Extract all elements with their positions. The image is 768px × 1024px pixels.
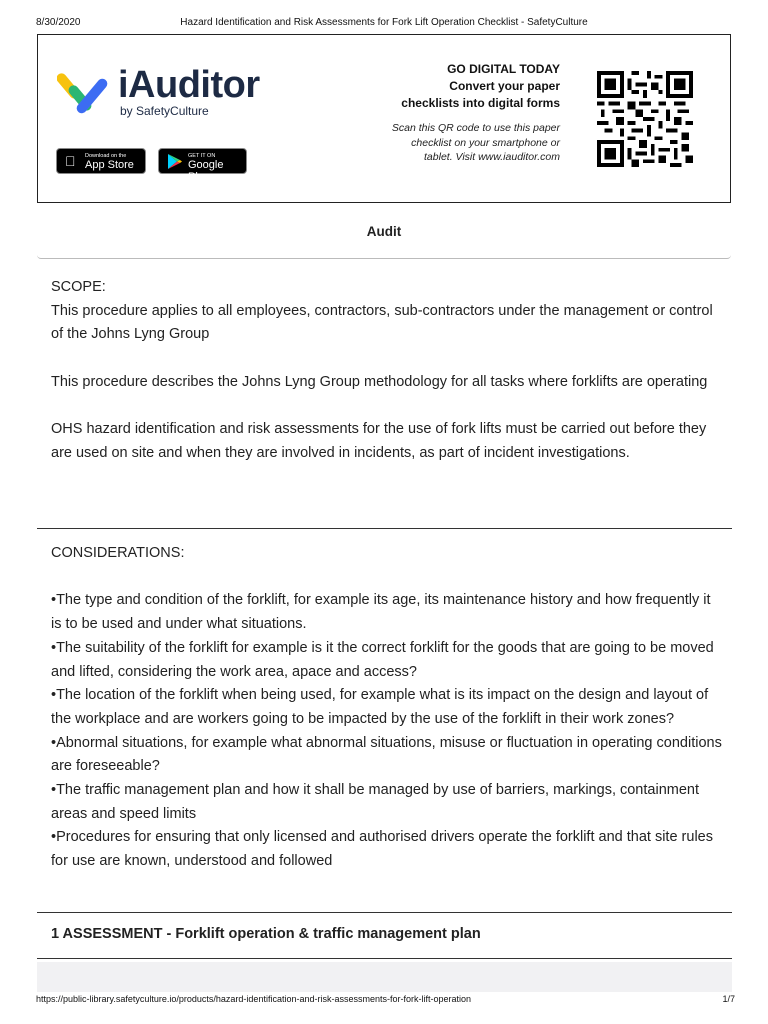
promo-line: Convert your paper [449,79,560,93]
promo-text [340,61,560,112]
iauditor-banner [37,34,731,203]
app-store-small: Download on the [85,153,127,159]
qr-code-icon[interactable] [596,71,694,167]
consideration-item: •Procedures for ensuring that only licensed and authorised drivers operate the forklift and that site rules for use are known, understood and followed [51,829,713,870]
logo-subtitle: by SafetyCulture [120,104,209,118]
google-play-label: Google Play [188,159,224,183]
considerations-block [51,542,723,874]
print-date: 8/30/2020 [36,17,81,28]
scope-paragraph: OHS hazard identification and risk assessments for the use of fork lifts must be carried out before they are used on site and when they are involved in incidents, as part of incident investigations. [51,421,707,461]
footer-url[interactable]: https://public-library.safetyculture.io/products/hazard-identification-and-risk-assessments-for-fork-lift-operation [36,994,472,1004]
consideration-item: •The location of the forklift when being used, for example what is its impact on the design and layout of the workplace and are workers going to be impacted by the use of the forklift in their work zones? [51,687,709,727]
assessment-row-placeholder [37,962,732,992]
consideration-item: •The traffic management plan and how it shall be managed by use of barriers, markings, containment areas and speed limits [51,782,699,822]
logo-text: iAuditor [118,64,260,106]
scan-instructions: Scan this QR code to use this paper checklist on your smartphone or tablet. Visit www.iauditor.com [391,122,560,163]
print-header [0,0,768,30]
divider [37,528,732,529]
divider [37,912,732,913]
google-play-button[interactable] [158,148,247,183]
assessment-title: 1 ASSESSMENT - Forklift operation & traffic management plan [51,926,481,942]
scope-heading: SCOPE: [51,279,106,295]
consideration-item: •The type and condition of the forklift, for example its age, its maintenance history and how frequently it is to be used and under what situations. [51,592,711,633]
page-number: 1/7 [722,994,735,1004]
scope-block [51,276,723,466]
consideration-item: •Abnormal situations, for example what abnormal situations, misuse or fluctuation in operating conditions are foreseeable? [51,734,722,775]
section-divider [37,253,731,259]
google-play-icon [168,154,182,169]
iauditor-logo-icon [57,69,109,121]
google-play-small: GET IT ON [188,153,216,159]
section-title: Audit [366,224,402,239]
app-store-label: App Store [85,159,134,171]
divider [37,958,732,959]
print-title: Hazard Identification and Risk Assessments for Fork Lift Operation Checklist - SafetyCulture [180,17,588,28]
app-store-button[interactable] [56,148,146,174]
consideration-item: •The suitability of the forklift for example is it the correct forklift for the goods that are going to be moved and lifted, considering the work area, apace and access? [51,639,714,680]
scope-paragraph: This procedure describes the Johns Lyng Group methodology for all tasks where forklifts are operating [51,373,708,390]
apple-icon [65,154,76,168]
promo-line: GO DIGITAL TODAY [447,62,560,76]
considerations-heading: CONSIDERATIONS: [51,545,185,561]
promo-line: checklists into digital forms [401,96,560,110]
scope-paragraph: This procedure applies to all employees, contractors, sub-contractors under the management or control of the Johns Lyng Group [51,302,713,343]
